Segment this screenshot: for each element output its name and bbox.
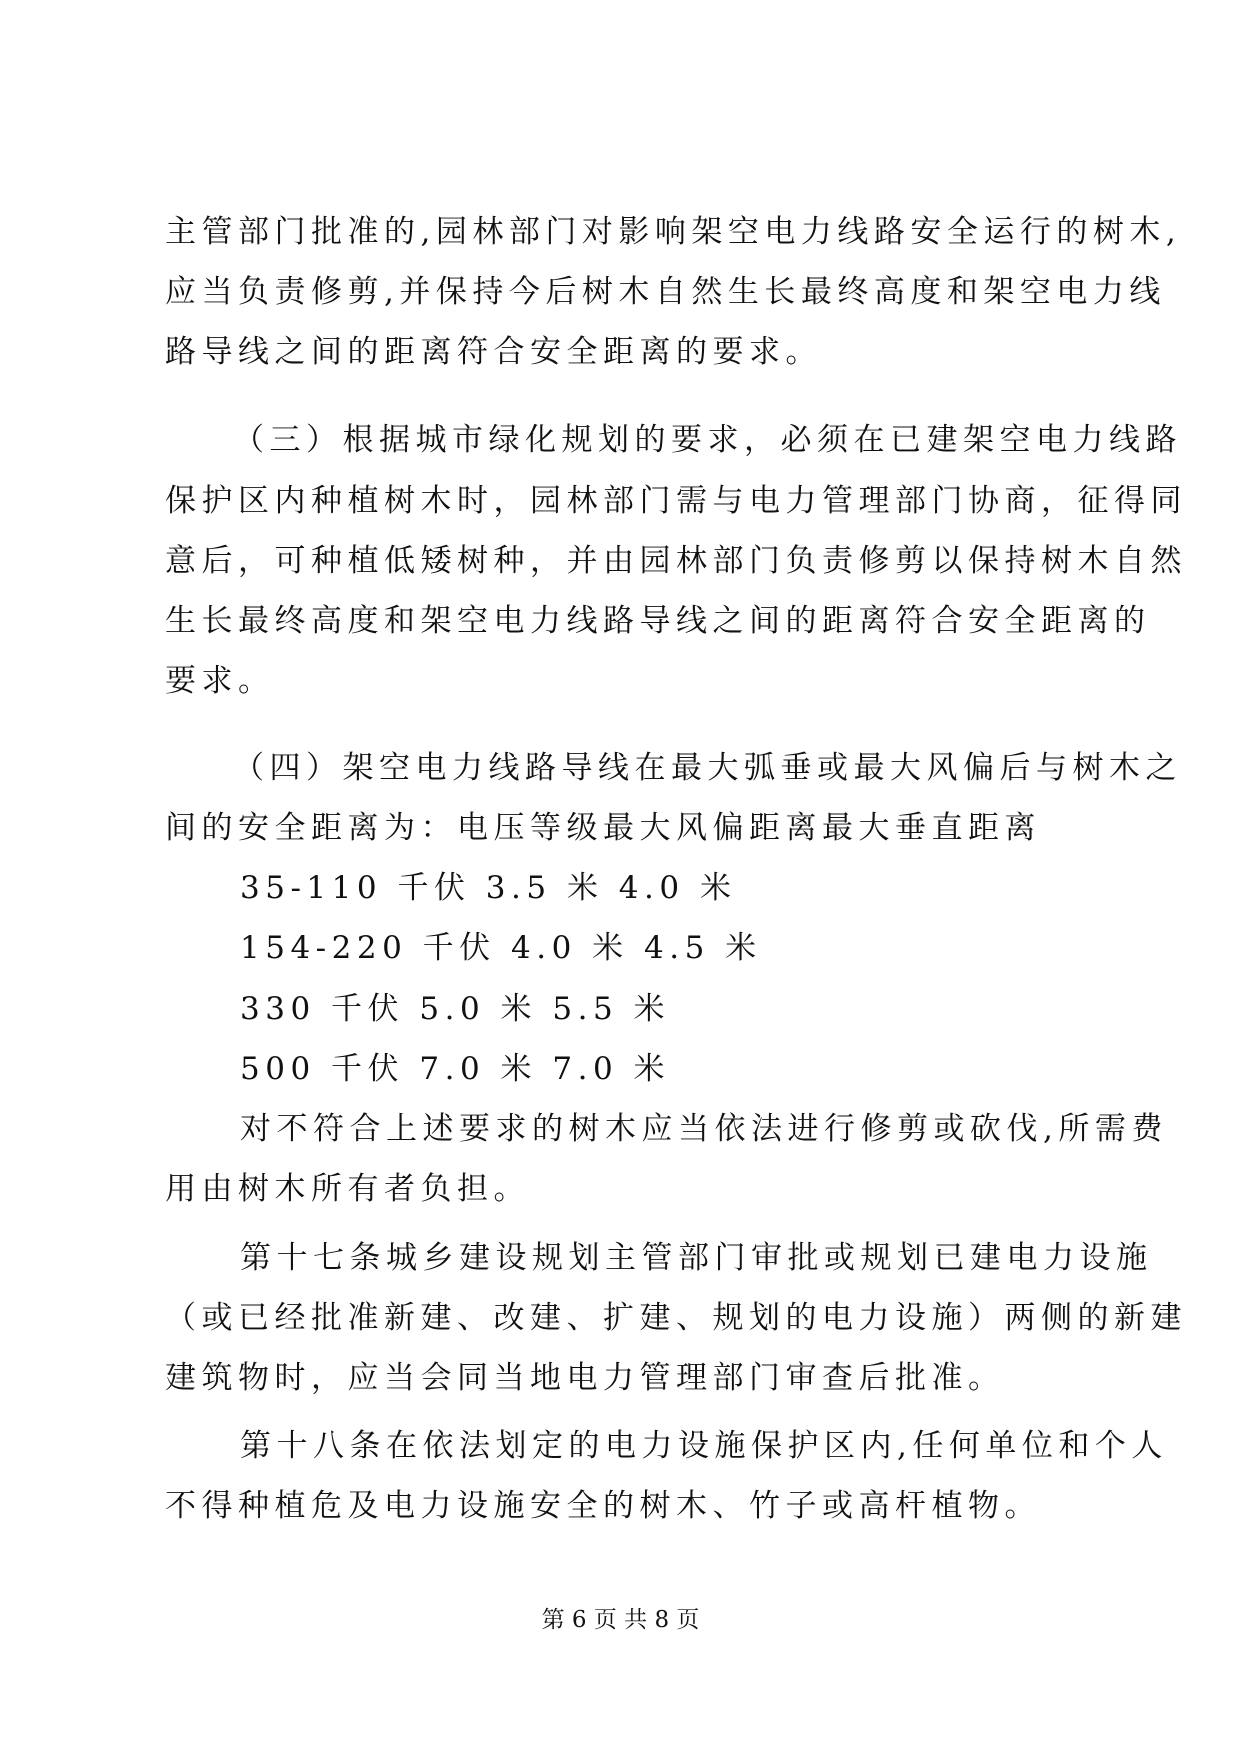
paragraph-line: 主管部门批准的,园林部门对影响架空电力线路安全运行的树木, bbox=[165, 214, 1182, 250]
paragraph-line: 意后，可种植低矮树种，并由园林部门负责修剪以保持树木自然 bbox=[165, 543, 1187, 579]
paragraph-line: 对不符合上述要求的树木应当依法进行修剪或砍伐,所需费 bbox=[240, 1111, 1168, 1147]
page-number-footer: 第 6 页 共 8 页 bbox=[541, 1607, 700, 1633]
paragraph-line: 第十八条在依法划定的电力设施保护区内,任何单位和个人 bbox=[240, 1428, 1168, 1464]
paragraph-line: 间的安全距离为：电压等级最大风偏距离最大垂直距离 bbox=[165, 810, 1041, 846]
paragraph-line: 不得种植危及电力设施安全的树木、竹子或高杆植物。 bbox=[165, 1488, 1041, 1524]
paragraph-line: （或已经批准新建、改建、扩建、规划的电力设施）两侧的新建 bbox=[165, 1300, 1187, 1336]
paragraph-line: 第十七条城乡建设规划主管部门审批或规划已建电力设施 bbox=[240, 1240, 1153, 1276]
voltage-row: 35-110 千伏 3.5 米 4.0 米 bbox=[240, 870, 737, 906]
paragraph-line: 路导线之间的距离符合安全距离的要求。 bbox=[165, 334, 822, 370]
paragraph-line: 应当负责修剪,并保持今后树木自然生长最终高度和架空电力线 bbox=[165, 274, 1166, 310]
paragraph-line: 建筑物时，应当会同当地电力管理部门审查后批准。 bbox=[165, 1360, 1005, 1396]
paragraph-line: 用由树木所有者负担。 bbox=[165, 1171, 530, 1207]
voltage-row: 500 千伏 7.0 米 7.0 米 bbox=[240, 1051, 671, 1087]
paragraph-line: 生长最终高度和架空电力线路导线之间的距离符合安全距离的 bbox=[165, 603, 1151, 639]
paragraph-line: （四）架空电力线路导线在最大弧垂或最大风偏后与树木之 bbox=[233, 750, 1182, 786]
paragraph-line: （三）根据城市绿化规划的要求，必须在已建架空电力线路 bbox=[233, 422, 1182, 458]
voltage-row: 154-220 千伏 4.0 米 4.5 米 bbox=[240, 930, 762, 966]
paragraph-line: 保护区内种植树木时，园林部门需与电力管理部门协商，征得同 bbox=[165, 483, 1187, 519]
voltage-row: 330 千伏 5.0 米 5.5 米 bbox=[240, 991, 671, 1027]
paragraph-line: 要求。 bbox=[165, 663, 275, 699]
